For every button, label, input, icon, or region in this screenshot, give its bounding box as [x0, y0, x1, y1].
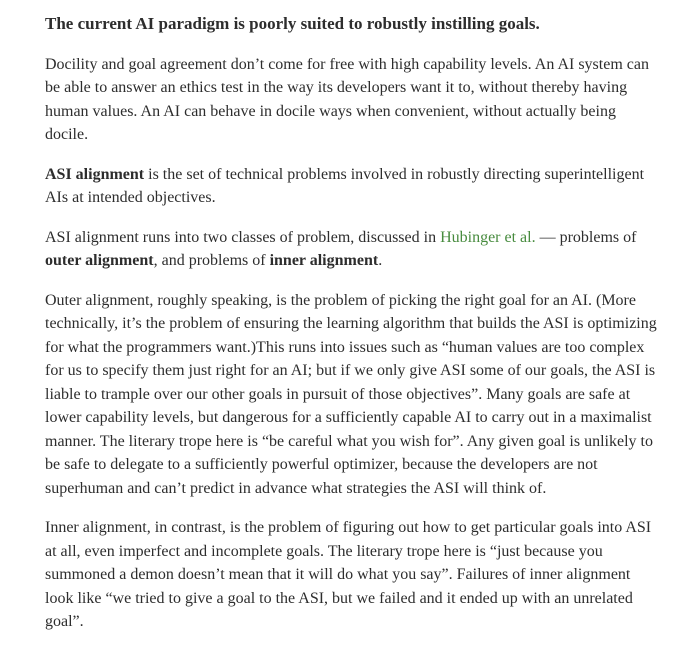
bold-term: inner alignment — [269, 252, 379, 269]
text-run: Outer alignment, roughly speaking, is the problem of picking the right goal for an AI. (More technically, it’s the problem of ensuring the learning algorithm that builds the ASI is optimizing for what the programmers want.)This runs into issues such as “human values are too complex for us to specify them just right for an AI; but if we only give ASI some of our goals, the ASI is liable to trample over our other goals in pursuit of those objectives”. Many goals are safe at lower capability levels, but dangerous for a sufficiently capable AI to carry out in a maximalist manner. The literary trope here is “be careful what you wish for”. Any given goal is unlikely to be safe to delegate to a sufficiently powerful optimizer, because the developers are not superhuman and can’t predict in advance what strategies the ASI will think of. — [45, 291, 657, 497]
article-body — [45, 53, 662, 634]
paragraph — [45, 516, 662, 634]
text-run: ASI alignment runs into two classes of problem, discussed in — [45, 228, 441, 246]
paragraph — [45, 163, 662, 210]
text-run: , and problems of — [153, 252, 270, 269]
paragraph — [45, 53, 662, 147]
bold-term: ASI alignment — [45, 165, 145, 183]
text-run: Docility and goal agreement don’t come for free with high capability levels. An AI system can be able to answer an ethics test in the way its developers want it to, without thereby having human values. An AI can behave in docile ways when convenient, without actually being docile. — [45, 55, 649, 143]
paragraph — [45, 289, 662, 501]
text-run: is the set of technical problems involved in robustly directing superintelligent AIs at intended objectives. — [45, 165, 645, 206]
bold-term: outer alignment — [45, 252, 154, 269]
paragraph — [45, 226, 662, 273]
hubinger-et-al-link[interactable]: Hubinger et al. — [440, 228, 536, 246]
text-run: . — [378, 252, 383, 269]
text-run: Inner alignment, in contrast, is the problem of figuring out how to get particular goals into ASI at all, even imperfect and incomplete goals. The literary trope here is “just because you summoned a demon doesn’t mean that it will do what you say”. Failures of inner alignment look like “we tried to give a goal to the ASI, but we failed and it ended up with an unrelated goal”. — [45, 519, 652, 630]
text-run: — problems of — [535, 228, 637, 246]
section-heading: The current AI paradigm is poorly suited to robustly instilling goals. — [45, 14, 540, 33]
